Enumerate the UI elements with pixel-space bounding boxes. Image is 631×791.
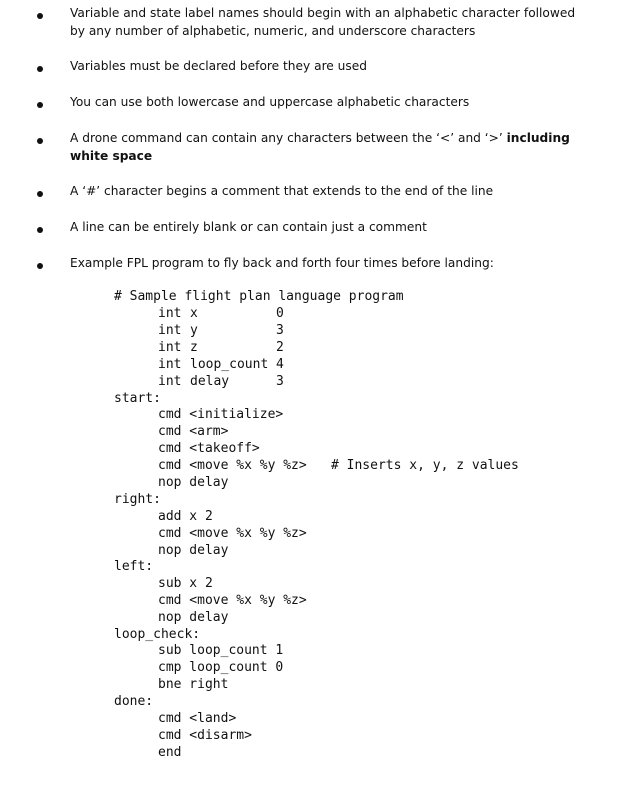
- code-decl-name: loop_count: [190, 357, 269, 372]
- code-statement: nop delay: [158, 610, 229, 625]
- code-label-left: left:: [114, 559, 154, 574]
- code-statement: cmd <move %x %y %z>: [158, 458, 307, 473]
- code-statement: nop delay: [158, 543, 229, 558]
- code-decl-value: 0: [276, 306, 284, 321]
- code-decl-name: x: [190, 306, 198, 321]
- bullet-text: You can use both lowercase and uppercase alphabetic characters: [70, 95, 470, 109]
- code-statement: bne right: [158, 677, 229, 692]
- code-decl-keyword: int: [158, 357, 182, 372]
- bullet-text: A line can be entirely blank or can contain just a comment: [70, 220, 427, 234]
- code-decl-value: 3: [276, 323, 284, 338]
- code-statement: cmd <land>: [158, 711, 237, 726]
- bullet-text-prefix: A drone command can contain any characters between the ‘<’ and ‘>’: [70, 131, 507, 145]
- code-statement: end: [158, 745, 182, 760]
- code-label-loop-check: loop_check:: [114, 627, 201, 642]
- code-statement: cmd <arm>: [158, 424, 229, 439]
- code-decl-value: 3: [276, 374, 284, 389]
- code-decl-name: delay: [190, 374, 230, 389]
- code-decl-keyword: int: [158, 374, 182, 389]
- bullet-text-bold: including white space: [70, 131, 570, 163]
- bullet-text: Variable and state label names should begin with an alphabetic character followed by any number of alphabetic, numeric, and underscore characters: [70, 6, 576, 38]
- code-statement: nop delay: [158, 475, 229, 490]
- code-statement: cmd <move %x %y %z>: [158, 593, 307, 608]
- bullet-text: A ‘#’ character begins a comment that extends to the end of the line: [70, 184, 494, 198]
- code-inline-comment: # Inserts x, y, z values: [331, 458, 519, 473]
- code-statement: cmd <disarm>: [158, 728, 252, 743]
- code-label-done: done:: [114, 694, 154, 709]
- code-decl-name: y: [190, 323, 198, 338]
- code-decl-keyword: int: [158, 323, 182, 338]
- code-decl-keyword: int: [158, 306, 182, 321]
- bullet-text: Variables must be declared before they are used: [70, 59, 367, 73]
- code-label-right: right:: [114, 492, 161, 507]
- code-decl-name: z: [190, 340, 198, 355]
- code-statement: sub loop_count 1: [158, 643, 284, 658]
- code-statement: cmd <takeoff>: [158, 441, 260, 456]
- bullet-text: Example FPL program to fly back and forth four times before landing:: [70, 256, 494, 270]
- code-decl-keyword: int: [158, 340, 182, 355]
- code-statement: sub x 2: [158, 576, 213, 591]
- code-decl-value: 4: [276, 357, 284, 372]
- code-header-comment: # Sample flight plan language program: [114, 289, 404, 304]
- code-statement: cmp loop_count 0: [158, 660, 284, 675]
- code-statement: cmd <initialize>: [158, 407, 284, 422]
- code-label-start: start:: [114, 391, 161, 406]
- code-statement: cmd <move %x %y %z>: [158, 526, 307, 541]
- code-statement: add x 2: [158, 509, 213, 524]
- code-decl-value: 2: [276, 340, 284, 355]
